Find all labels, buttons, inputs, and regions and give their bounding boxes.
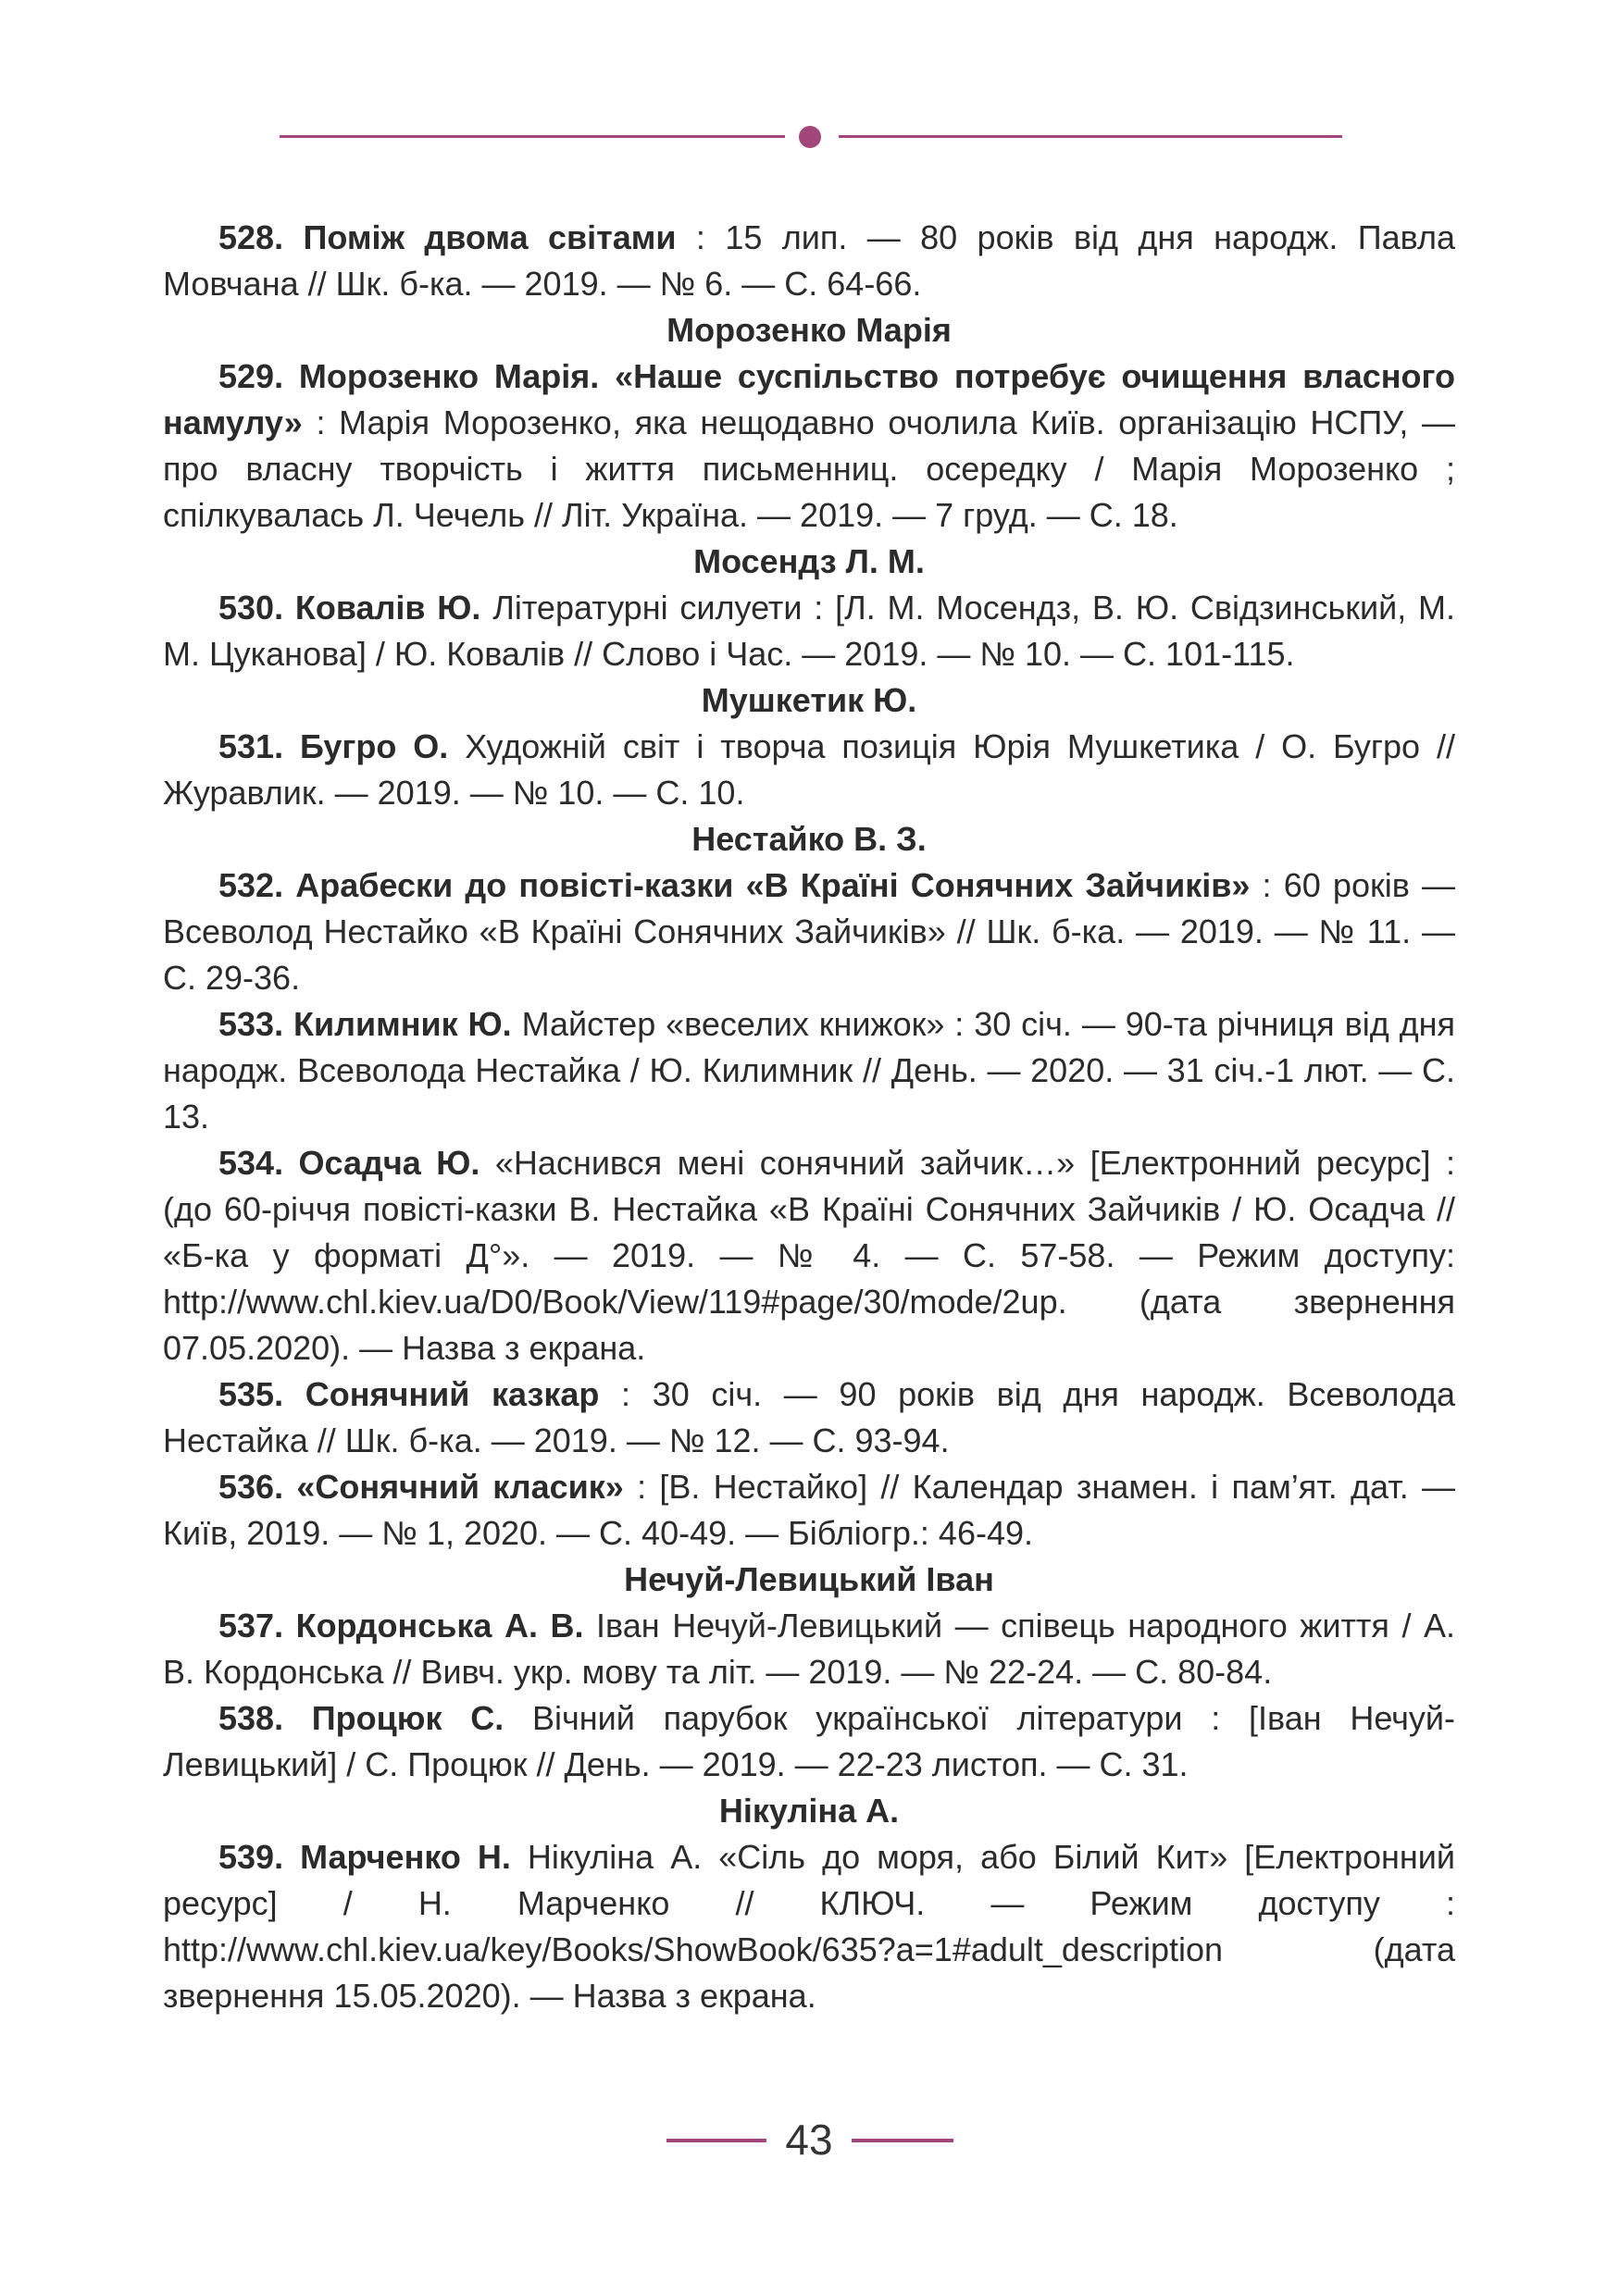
entry-text: Художній світ і творча позиція Юрія Мушкетика / О. Бугро // Журавлик. — 2019. — № 10. — С. 10. [163,727,1455,812]
entry-title: 532. Арабески до повісті-казки «В Країні Сонячних Зайчиків» [218,866,1251,904]
footer-line-left [666,2139,766,2142]
entry-528 [163,215,1455,307]
entry-text: Іван Нечуй-Левицький — співець народного життя / А. В. Кордонська // Вивч. укр. мову та літ. — 2019. — № 22-24. — С. 80-84. [163,1607,1455,1691]
section-heading: Мушкетик Ю. [701,681,917,719]
entry-534 [163,1140,1455,1371]
entry-title: 538. Процюк С. [218,1699,504,1737]
footer-line-right [852,2139,953,2142]
entry-title: 536. «Сонячний класик» [218,1468,624,1506]
entry-536 [163,1464,1455,1557]
entry-text: : Марія Морозенко, яка нещодавно очолила Київ. організацію НСПУ, — про власну творчість і життя письменниц. осередку / Марія Морозенко ; спілкувалась Л. Чечель // Літ. Україна. — 2019. — 7 груд. — С. 18. [163,403,1455,534]
entry-529 [163,354,1455,539]
bibliography-content [163,215,1455,2019]
top-ornament [280,124,1342,150]
entry-532 [163,863,1455,1001]
entry-title: 539. Марченко Н. [218,1838,511,1876]
section-heading: Мосендз Л. М. [693,542,925,580]
entry-title: 529. Морозенко Марія. «Наше суспільство потребує очищення власного намулу» [163,357,1455,441]
entry-title: 530. Ковалів Ю. [218,589,481,627]
section-heading: Нестайко В. З. [691,820,927,858]
ornament-dot [799,126,821,148]
entry-535 [163,1371,1455,1464]
entry-text: : 15 лип. — 80 років від дня народж. Павла Мовчана // Шк. б-ка. — 2019. — № 6. — С. 64-66. [163,218,1455,303]
entry-title: 531. Бугро О. [218,727,449,765]
entry-title: 537. Кордонська А. В. [218,1607,584,1644]
section-heading: Нечуй-Левицький Іван [624,1560,994,1598]
entry-text: Майстер «веселих книжок» : 30 січ. — 90-та річниця від дня народж. Всеволода Нестайка / Ю. Килимник // День. — 2020. — 31 січ.-1 лют. — С. 13. [163,1005,1455,1136]
entry-538 [163,1695,1455,1788]
entry-539 [163,1834,1455,2019]
entry-title: 533. Килимник Ю. [218,1005,512,1043]
entry-title: 534. Осадча Ю. [218,1144,480,1182]
entry-530 [163,585,1455,677]
entry-text: : 60 років — Всеволод Нестайко «В Країні Сонячних Зайчиків» // Шк. б-ка. — 2019. — № 11. — С. 29-36. [163,866,1456,997]
entry-title: 528. Поміж двома світами [218,218,677,256]
entry-text: Нікуліна А. «Сіль до моря, або Білий Кит» [Електронний ресурс] / Н. Марченко // КЛЮЧ. — Режим доступу : http://www.chl.kiev.ua/key/Books/ShowBook/635?a=1#adult_description (дата звернення 15.05.2020). — Назва з екрана. [163,1838,1456,2015]
section-heading: Морозенко Марія [666,311,952,349]
ornament-line-right [839,135,1342,138]
entry-537 [163,1603,1455,1695]
entry-531 [163,724,1455,816]
entry-text: : 30 січ. — 90 років від дня народж. Всеволода Нестайка // Шк. б-ка. — 2019. — № 12. — С. 93-94. [163,1375,1455,1459]
page-number: 43 [785,2116,833,2164]
section-heading: Нікуліна А. [718,1792,900,1830]
entry-text: : [В. Нестайко] // Календар знамен. і пам’ят. дат. — Київ, 2019. — № 1, 2020. — С. 40-49. — Бібліогр.: 46-49. [163,1468,1455,1552]
entry-text: Вічний парубок української літератури : [Іван Нечуй-Левицький] / С. Процюк // День. — 2019. — 22-23 листоп. — С. 31. [163,1699,1455,1783]
ornament-line-left [280,135,785,138]
page-footer [666,2112,953,2167]
entry-text: «Наснився мені сонячний зайчик…» [Електронний ресурс] : (до 60-річчя повісті-казки В. Нестайка «В Країні Сонячних Зайчиків / Ю. Осадча // «Б-ка у форматі Д°». — 2019. — № 4. — С. 57-58. — Режим доступу: http://www.chl.kiev.ua/D0/Book/View/119#page/30/mode/2up. (дата звернення 07.05.2020). — Назва з екрана. [163,1144,1455,1367]
entry-text: Літературні силуети : [Л. М. Мосендз, В. Ю. Свідзинський, М. М. Цуканова] / Ю. Ковалів // Слово і Час. — 2019. — № 10. — С. 101-115. [163,589,1455,673]
entry-title: 535. Сонячний казкар [218,1375,600,1413]
entry-533 [163,1001,1455,1140]
